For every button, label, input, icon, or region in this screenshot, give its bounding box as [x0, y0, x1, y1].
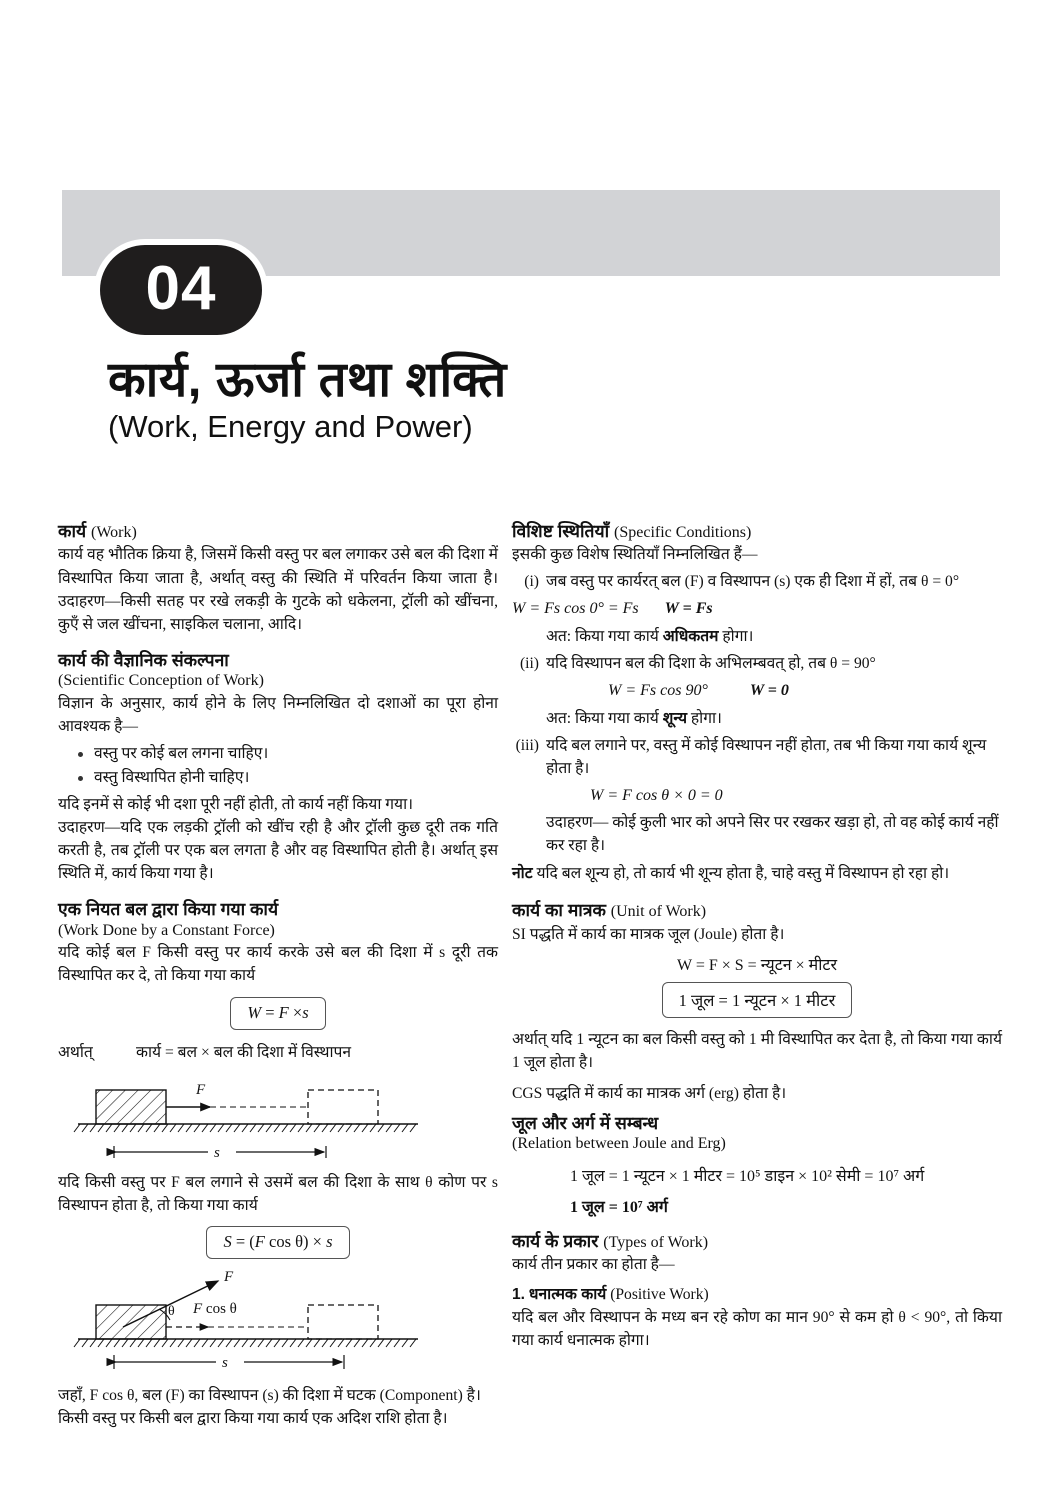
formula-box-s-cos-wrap — [58, 1226, 498, 1259]
right-column — [512, 520, 1002, 1352]
formula-box-work: W = F ×s — [230, 997, 325, 1030]
condition-1-conclusion-post: होगा। — [718, 628, 754, 646]
unit-of-work-hindi: कार्य का मात्रक — [512, 900, 606, 921]
condition-item-1 — [512, 571, 1002, 594]
section-heading-work — [58, 520, 498, 543]
svg-text:F: F — [224, 1268, 234, 1285]
note-row — [512, 863, 1002, 886]
condition-1-text: जब वस्तु पर कार्यरत् बल (F) व विस्थापन (s) एक ही दिशा में हों, तब θ = 0° — [546, 572, 960, 590]
types-of-work-intro: कार्य तीन प्रकार का होता है— — [512, 1256, 675, 1274]
condition-2-number: (ii) — [519, 654, 539, 672]
specific-conditions-english: (Specific Conditions) — [614, 524, 752, 541]
types-of-work-hindi: कार्य के प्रकार — [512, 1231, 599, 1251]
types-of-work-english: (Types of Work) — [603, 1234, 709, 1251]
condition-1-formula-bold: W = Fs — [664, 600, 713, 618]
positive-work-heading — [512, 1284, 1002, 1307]
condition-item-2 — [512, 653, 1002, 676]
condition-1-conclusion-pre: अत: किया गया कार्य — [546, 628, 663, 646]
scientific-conception-hindi: कार्य की वैज्ञानिक संकल्पना — [58, 649, 229, 670]
unit-of-work-line2: अर्थात् यदि 1 न्यूटन का बल किसी वस्तु को 1 मी विस्थापित कर देता है, तो किया गया कार्य 1 जूल होता है। — [512, 1030, 1002, 1071]
svg-text:F cos θ: F cos θ — [193, 1300, 237, 1317]
section-heading-constant-force — [58, 898, 498, 920]
scientific-conception-intro: विज्ञान के अनुसार, कार्य होने के लिए निम्नलिखित दो दशाओं का पूरा होना आवश्यक है— — [58, 694, 498, 736]
condition-2-formula-bold: W = 0 — [749, 682, 789, 700]
condition-2-conclusion — [546, 708, 1002, 731]
condition-3-text: यदि बल लगाने पर, वस्तु में कोई विस्थापन नहीं होता, तब भी किया गया कार्य शून्य होता है। — [546, 736, 987, 777]
diagram-constant-force-svg — [58, 1068, 438, 1164]
section-heading-specific-conditions — [512, 520, 1002, 543]
condition-2-formula: W = Fs cos 90° — [608, 682, 708, 700]
positive-work-hindi: धनात्मक कार्य — [528, 1285, 607, 1303]
svg-text:θ: θ — [168, 1303, 175, 1319]
condition-1-conclusion-bold: अधिकतम — [662, 628, 719, 646]
positive-work-english: (Positive Work) — [610, 1285, 709, 1303]
arthat-equation: कार्य = बल × बल की दिशा में विस्थापन — [136, 1043, 352, 1061]
condition-2-text: यदि विस्थापन बल की दिशा के अभिलम्बवत् हो, तब θ = 90° — [546, 654, 876, 672]
condition-1-conclusion — [546, 626, 1002, 649]
condition-1-number: (i) — [524, 572, 539, 590]
condition-2-conclusion-pre: अत: किया गया कार्य — [546, 710, 663, 728]
angle-force-intro: यदि किसी वस्तु पर F बल लगाने से उसमें बल की दिशा के साथ θ कोण पर s विस्थापन होता है, तो किया गया कार्य — [58, 1173, 498, 1214]
section-heading-joule-erg — [512, 1112, 1002, 1134]
left-column — [58, 520, 498, 1430]
condition-2-formula-row — [608, 682, 1002, 700]
conditions-note: यदि इनमें से कोई भी दशा पूरी नहीं होती, तो कार्य नहीं किया गया। — [58, 795, 414, 813]
condition-3-example: उदाहरण— कोई कुली भार को अपने सिर पर रखकर खड़ा हो, तो वह कोई कार्य नहीं कर रहा है। — [546, 814, 999, 854]
arthat-label: अर्थात् — [58, 1043, 93, 1061]
constant-force-intro: यदि कोई बल F किसी वस्तु पर कार्य करके उसे बल की दिशा में s दूरी तक विस्थापित कर दे, तो किया गया कार्य — [58, 944, 498, 985]
unit-formula-box-wrap — [512, 982, 1002, 1018]
formula-box-work-angle: S = (F cos θ) × s — [206, 1226, 349, 1259]
diagram-force-at-angle — [58, 1265, 498, 1382]
chapter-number: 04 — [145, 253, 217, 323]
condition-1-formula: W = Fs cos 0° = Fs — [512, 600, 639, 618]
formula-box-w-equals-fs-wrap — [58, 997, 498, 1030]
section-heading-scientific-conception — [58, 649, 498, 671]
condition-item-3 — [512, 735, 1002, 780]
formula-box-joule: 1 जूल = 1 न्यूटन × 1 मीटर — [662, 982, 853, 1018]
section-heading-unit-of-work — [512, 899, 1002, 922]
positive-work-text: यदि बल और विस्थापन के मध्य बन रहे कोण का मान 90° से कम हो θ < 90°, तो किया गया कार्य धनात्मक होगा। — [512, 1309, 1002, 1350]
note-text: यदि बल शून्य हो, तो कार्य भी शून्य होता है, चाहे वस्तु में विस्थापन हो रहा हो। — [536, 865, 950, 883]
constant-force-english: (Work Done by a Constant Force) — [58, 921, 275, 939]
svg-text:s: s — [222, 1354, 228, 1371]
unit-formula: W = F × S = न्यूटन × मीटर — [677, 956, 837, 974]
chapter-number-badge — [100, 245, 262, 335]
section-heading-work-hindi: कार्य — [58, 521, 87, 541]
svg-text:F: F — [196, 1081, 206, 1098]
condition-3-number: (iii) — [515, 736, 539, 754]
joule-erg-hindi: जूल और अर्ग में सम्बन्ध — [512, 1112, 659, 1133]
diagram-constant-force — [58, 1068, 498, 1169]
arthat-row — [58, 1040, 498, 1062]
joule-erg-relation-bold: 1 जूल = 10⁷ अर्ग — [570, 1199, 668, 1216]
unit-of-work-line3: CGS पद्धति में कार्य का मात्रक अर्ग (erg) होता है। — [512, 1084, 787, 1102]
constant-force-hindi: एक नियत बल द्वारा किया गया कार्य — [58, 899, 279, 920]
condition-1-formula-row — [512, 600, 1002, 618]
specific-conditions-hindi: विशिष्ट स्थितियाँ — [512, 521, 610, 541]
joule-erg-english: (Relation between Joule and Erg) — [512, 1135, 726, 1153]
section-heading-types-of-work — [512, 1230, 1002, 1253]
page-title-hindi: कार्य, ऊर्जा तथा शक्ति — [108, 353, 507, 407]
joule-erg-relation-line: 1 जूल = 1 न्यूटन × 1 मीटर = 10⁵ डाइन × 10² सेमी = 10⁷ अर्ग — [570, 1168, 925, 1185]
condition-3-formula-row — [590, 787, 1002, 805]
work-definition-paragraph: कार्य वह भौतिक क्रिया है, जिसमें किसी वस्तु पर बल लगाकर उसे बल की दिशा में विस्थापित किया जाता है, अर्थात् वस्तु की स्थिति में परिवर्तन किया जाता है। उदाहरण—किसी सतह पर रखे लकड़ी के गुटके को धकेलना, ट्रॉली को खींचना, कुएँ से जल खींचना, साइकिल चलाना, आदि। — [58, 546, 498, 633]
unit-formula-row — [512, 953, 1002, 975]
svg-text:s: s — [214, 1144, 220, 1161]
unit-of-work-line1: SI पद्धति में कार्य का मात्रक जूल (Joule) होता है। — [512, 925, 785, 943]
specific-conditions-intro: इसकी कुछ विशेष स्थितियाँ निम्नलिखित हैं— — [512, 546, 758, 564]
condition-3-formula: W = F cos θ × 0 = 0 — [590, 787, 723, 805]
trolley-example-paragraph: उदाहरण—यदि एक लड़की ट्रॉली को खींच रही है और ट्रॉली कुछ दूरी तक गति करती है, तब ट्रॉली पर एक बल लगता है और वह विस्थापित होती है। अर्थात् इस स्थिति में, कार्य किया गया है। — [58, 818, 498, 883]
diagram-force-at-angle-svg — [58, 1265, 438, 1377]
section-heading-work-english: (Work) — [91, 524, 137, 541]
component-explanation-1: जहाँ, F cos θ, बल (F) का विस्थापन (s) की दिशा में घटक (Component) है। — [58, 1386, 481, 1404]
scientific-conception-english: (Scientific Conception of Work) — [58, 672, 264, 690]
positive-work-number: 1. — [512, 1285, 526, 1303]
condition-2-conclusion-bold: शून्य — [662, 710, 687, 728]
page-title-english: (Work, Energy and Power) — [108, 409, 473, 445]
list-item: वस्तु पर कोई बल लगना चाहिए। — [78, 742, 498, 765]
unit-of-work-english: (Unit of Work) — [610, 903, 707, 921]
work-conditions-list — [58, 742, 498, 789]
list-item: वस्तु विस्थापित होनी चाहिए। — [78, 766, 498, 789]
chapter-title-block — [108, 355, 968, 445]
note-label: नोट — [512, 865, 533, 883]
condition-2-conclusion-post: होगा। — [687, 710, 722, 728]
component-explanation-2: किसी वस्तु पर किसी बल द्वारा किया गया कार्य एक अदिश राशि होता है। — [58, 1409, 448, 1427]
